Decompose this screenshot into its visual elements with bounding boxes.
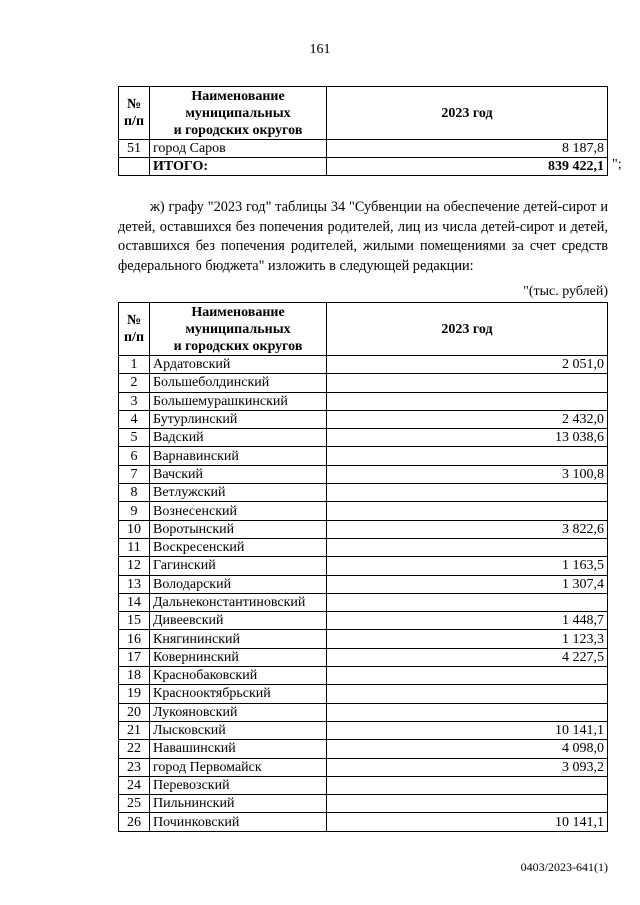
row-num: 12: [119, 557, 150, 575]
table-header-row: [119, 87, 608, 140]
row-value: 4 227,5: [327, 648, 608, 666]
row-value: [327, 484, 608, 502]
row-name: Пильнинский: [150, 795, 327, 813]
table-row: [119, 484, 608, 502]
table-row: [119, 795, 608, 813]
row-value: 10 141,1: [327, 721, 608, 739]
subsidies-table-continuation: [118, 86, 608, 176]
row-num: 24: [119, 776, 150, 794]
table-row: [119, 612, 608, 630]
row-num: 17: [119, 648, 150, 666]
row-name: Бутурлинский: [150, 410, 327, 428]
table-row: [119, 593, 608, 611]
row-num: 22: [119, 740, 150, 758]
row-name: Краснобаковский: [150, 667, 327, 685]
row-num: 2: [119, 374, 150, 392]
row-value: 3 100,8: [327, 465, 608, 483]
row-value: [327, 374, 608, 392]
total-value: 839 422,1: [327, 158, 608, 176]
document-code: 0403/2023-641(1): [520, 860, 608, 874]
row-num: 13: [119, 575, 150, 593]
row-value: 8 187,8: [327, 140, 608, 158]
row-name: Дальнеконстантиновский: [150, 593, 327, 611]
table-row: [119, 776, 608, 794]
row-num: 6: [119, 447, 150, 465]
row-num: 8: [119, 484, 150, 502]
table-row: [119, 667, 608, 685]
table-row: [119, 758, 608, 776]
table-row: [119, 410, 608, 428]
row-num: 26: [119, 813, 150, 831]
row-name: Вознесенский: [150, 502, 327, 520]
row-name: Гагинский: [150, 557, 327, 575]
row-num: 5: [119, 429, 150, 447]
row-name: Воскресенский: [150, 538, 327, 556]
page-number: 161: [309, 42, 331, 57]
row-num: 3: [119, 392, 150, 410]
row-num: 21: [119, 721, 150, 739]
table-row: [119, 447, 608, 465]
row-value: 2 051,0: [327, 356, 608, 374]
row-num: 11: [119, 538, 150, 556]
row-name: Большемурашкинский: [150, 392, 327, 410]
table-body: [119, 356, 608, 832]
row-value: [327, 502, 608, 520]
row-value: 3 822,6: [327, 520, 608, 538]
table-row: [119, 429, 608, 447]
table-row: [119, 557, 608, 575]
row-name: Ветлужский: [150, 484, 327, 502]
row-name: Варнавинский: [150, 447, 327, 465]
table-row: [119, 538, 608, 556]
row-name: Лукояновский: [150, 703, 327, 721]
amendment-paragraph: ж) графу "2023 год" таблицы 34 "Субвенции на обеспечение детей-сирот и детей, оставшихся без попечения родителей, лиц из числа детей-сирот и детей, оставшихся без попечения родителей, жилыми помещениями за счет средств федерального бюджета" изложить в следующей редакции:: [118, 199, 608, 274]
table-row: [119, 575, 608, 593]
row-name: Ковернинский: [150, 648, 327, 666]
row-num: 7: [119, 465, 150, 483]
row-name: Воротынский: [150, 520, 327, 538]
total-row: [119, 158, 608, 176]
row-value: 13 038,6: [327, 429, 608, 447]
table-row: [119, 502, 608, 520]
unit-note: "(тыс. рублей): [523, 284, 608, 299]
header-name: Наименование муниципальных и городских округов: [150, 303, 327, 356]
header-year: 2023 год: [327, 303, 608, 356]
row-num: 15: [119, 612, 150, 630]
row-num: 14: [119, 593, 150, 611]
table-row: [119, 703, 608, 721]
closing-quote: ";: [612, 157, 622, 172]
row-value: 10 141,1: [327, 813, 608, 831]
header-num: № п/п: [119, 87, 150, 140]
header-num: № п/п: [119, 303, 150, 356]
row-num: 51: [119, 140, 150, 158]
table-row: [119, 140, 608, 158]
row-value: 1 307,4: [327, 575, 608, 593]
row-num: 19: [119, 685, 150, 703]
table-row: [119, 740, 608, 758]
row-name: Краснооктябрьский: [150, 685, 327, 703]
row-name: Княгининский: [150, 630, 327, 648]
table-row: [119, 465, 608, 483]
row-num: 16: [119, 630, 150, 648]
table-row: [119, 374, 608, 392]
row-name: Вадский: [150, 429, 327, 447]
row-value: [327, 593, 608, 611]
row-value: 1 448,7: [327, 612, 608, 630]
row-value: [327, 392, 608, 410]
row-num: 23: [119, 758, 150, 776]
row-name: Большеболдинский: [150, 374, 327, 392]
row-name: город Саров: [150, 140, 327, 158]
table-row: [119, 721, 608, 739]
row-num: 1: [119, 356, 150, 374]
row-value: [327, 538, 608, 556]
row-num: 18: [119, 667, 150, 685]
row-num: 10: [119, 520, 150, 538]
row-value: [327, 776, 608, 794]
row-name: Дивеевский: [150, 612, 327, 630]
row-name: Лысковский: [150, 721, 327, 739]
row-name: город Первомайск: [150, 758, 327, 776]
row-value: 3 093,2: [327, 758, 608, 776]
row-value: [327, 795, 608, 813]
row-name: Починковский: [150, 813, 327, 831]
row-num: 4: [119, 410, 150, 428]
table-row: [119, 520, 608, 538]
row-num: 25: [119, 795, 150, 813]
table-row: [119, 356, 608, 374]
total-num: [119, 158, 150, 176]
total-label: ИТОГО:: [150, 158, 327, 176]
row-name: Вачский: [150, 465, 327, 483]
row-value: 2 432,0: [327, 410, 608, 428]
table-row: [119, 648, 608, 666]
row-num: 20: [119, 703, 150, 721]
row-value: [327, 703, 608, 721]
table-row: [119, 630, 608, 648]
header-name: Наименование муниципальных и городских округов: [150, 87, 327, 140]
row-value: 4 098,0: [327, 740, 608, 758]
row-num: 9: [119, 502, 150, 520]
header-year: 2023 год: [327, 87, 608, 140]
row-name: Перевозский: [150, 776, 327, 794]
row-name: Навашинский: [150, 740, 327, 758]
row-value: 1 163,5: [327, 557, 608, 575]
row-value: [327, 667, 608, 685]
row-value: [327, 685, 608, 703]
row-value: 1 123,3: [327, 630, 608, 648]
table-header-row: [119, 303, 608, 356]
row-name: Володарский: [150, 575, 327, 593]
row-name: Ардатовский: [150, 356, 327, 374]
table-row: [119, 813, 608, 831]
table-row: [119, 685, 608, 703]
table-row: [119, 392, 608, 410]
row-value: [327, 447, 608, 465]
subsidies-table-34: [118, 302, 608, 832]
